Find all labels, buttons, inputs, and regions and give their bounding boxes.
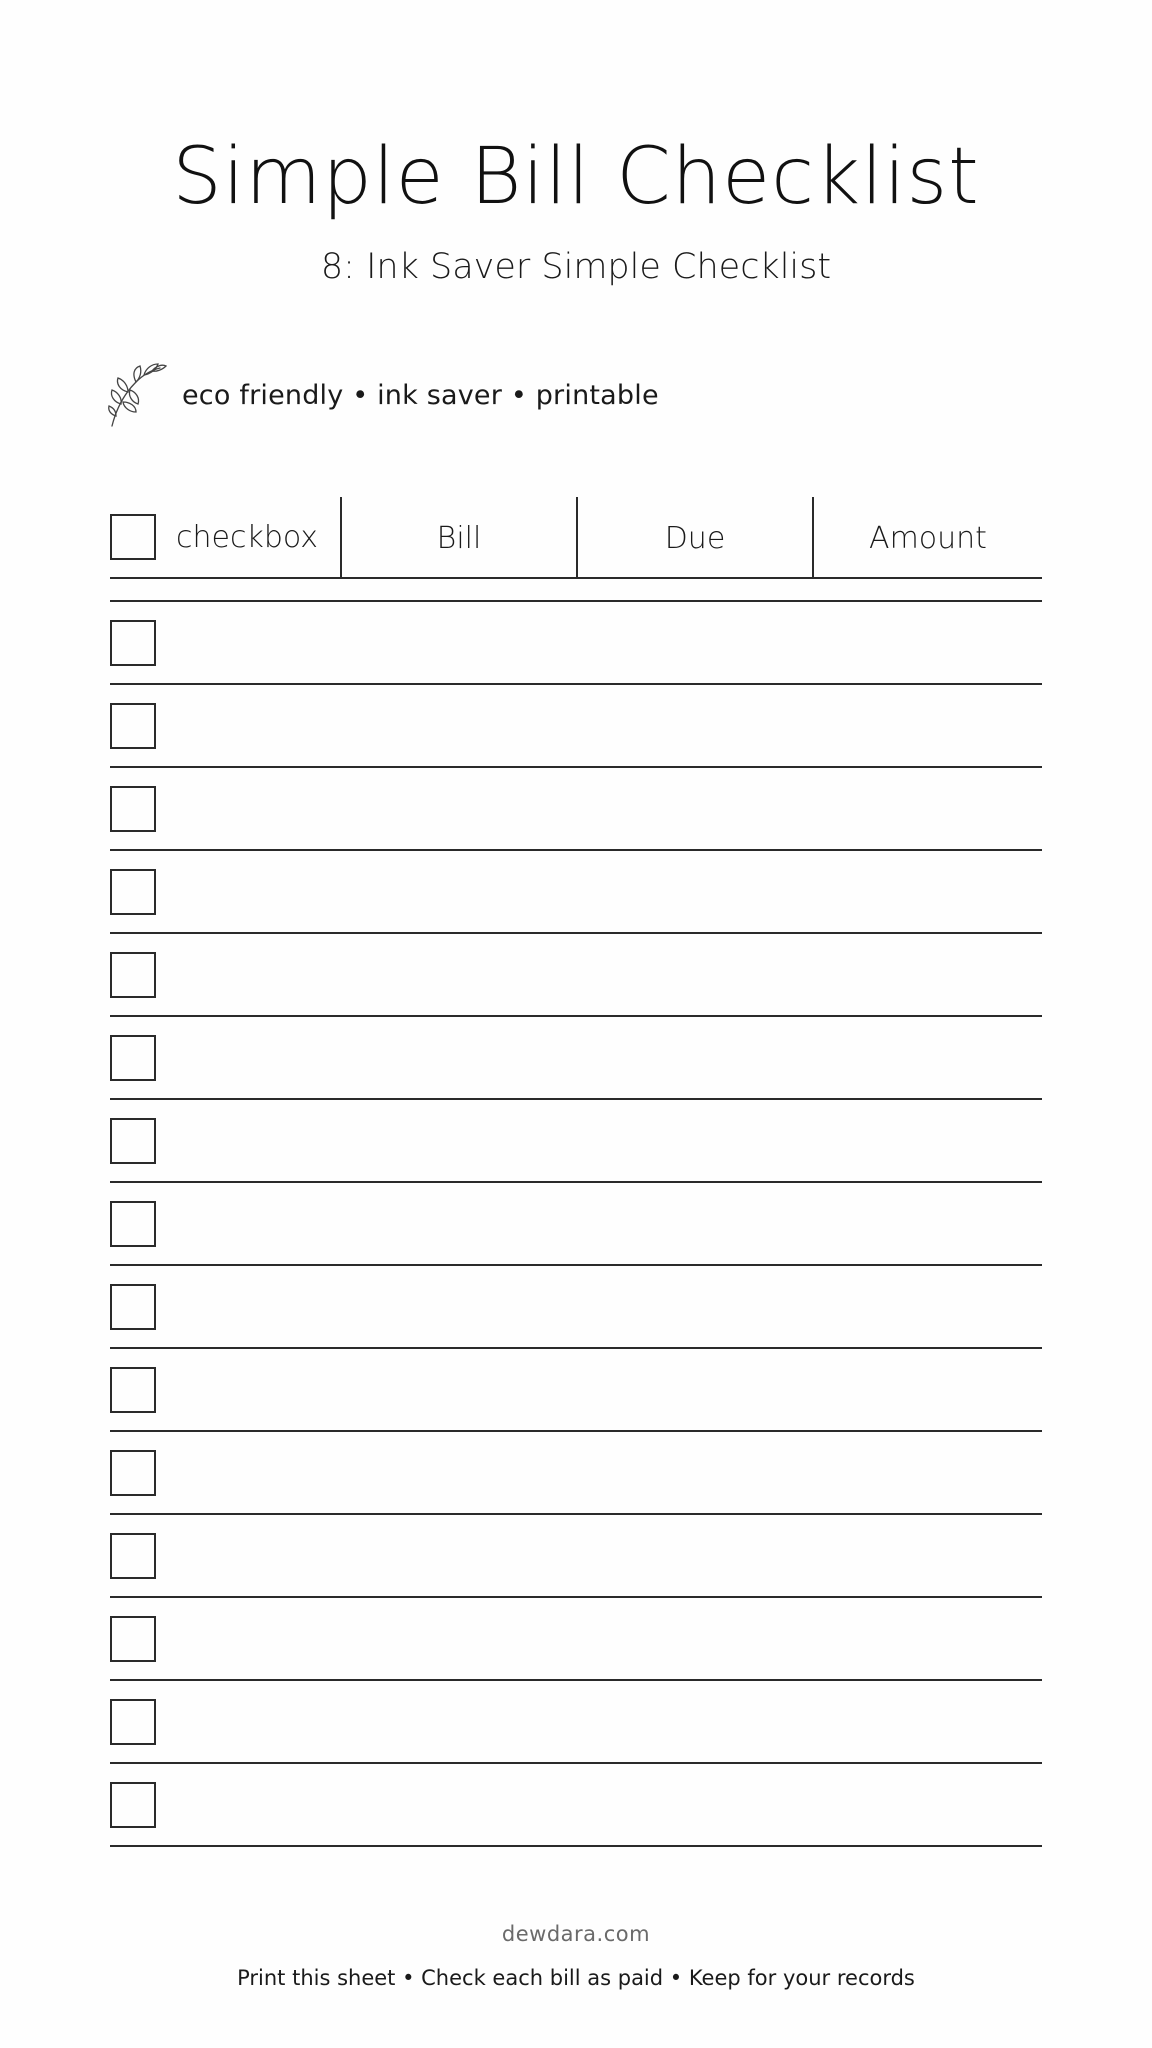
table-row	[110, 1349, 1042, 1432]
table-row	[110, 1515, 1042, 1598]
header-divider	[110, 579, 1042, 602]
table-row	[110, 1598, 1042, 1681]
row-checkbox[interactable]	[110, 1201, 156, 1247]
row-checkbox[interactable]	[110, 1450, 156, 1496]
row-checkbox[interactable]	[110, 703, 156, 749]
header-checkbox-cell	[110, 497, 340, 577]
table-row	[110, 1017, 1042, 1100]
header-due: Due	[576, 497, 812, 579]
table-row	[110, 1183, 1042, 1266]
row-checkbox[interactable]	[110, 1284, 156, 1330]
row-checkbox[interactable]	[110, 1035, 156, 1081]
row-checkbox[interactable]	[110, 869, 156, 915]
table-row	[110, 685, 1042, 768]
table-row	[110, 1764, 1042, 1847]
row-checkbox[interactable]	[110, 1533, 156, 1579]
page-subtitle: 8: Ink Saver Simple Checklist	[320, 247, 832, 287]
table-row	[110, 851, 1042, 934]
table-row	[110, 934, 1042, 1017]
header-checkbox[interactable]	[110, 514, 156, 560]
table-row	[110, 1681, 1042, 1764]
table-row	[110, 1432, 1042, 1515]
tagline-row	[106, 360, 659, 430]
leaf-sprig-icon	[106, 360, 168, 430]
row-checkbox[interactable]	[110, 952, 156, 998]
header-checkbox-label: checkbox	[176, 519, 319, 555]
bill-checklist-table	[110, 497, 1042, 1847]
page-title: Simple Bill Checklist	[172, 132, 980, 222]
row-checkbox[interactable]	[110, 620, 156, 666]
tagline-text: eco friendly • ink saver • printable	[182, 379, 659, 411]
checklist-rows	[110, 602, 1042, 1847]
row-checkbox[interactable]	[110, 786, 156, 832]
row-checkbox[interactable]	[110, 1782, 156, 1828]
footer-note: Print this sheet • Check each bill as paid • Keep for your records	[237, 1966, 915, 1990]
header-amount: Amount	[812, 497, 1042, 579]
table-row	[110, 768, 1042, 851]
row-checkbox[interactable]	[110, 1118, 156, 1164]
row-checkbox[interactable]	[110, 1699, 156, 1745]
footer-site-link[interactable]: dewdara.com	[501, 1922, 651, 1946]
table-row	[110, 1266, 1042, 1349]
table-header-row	[110, 497, 1042, 579]
row-checkbox[interactable]	[110, 1616, 156, 1662]
header-bill: Bill	[340, 497, 576, 579]
table-row	[110, 1100, 1042, 1183]
row-checkbox[interactable]	[110, 1367, 156, 1413]
table-row	[110, 602, 1042, 685]
